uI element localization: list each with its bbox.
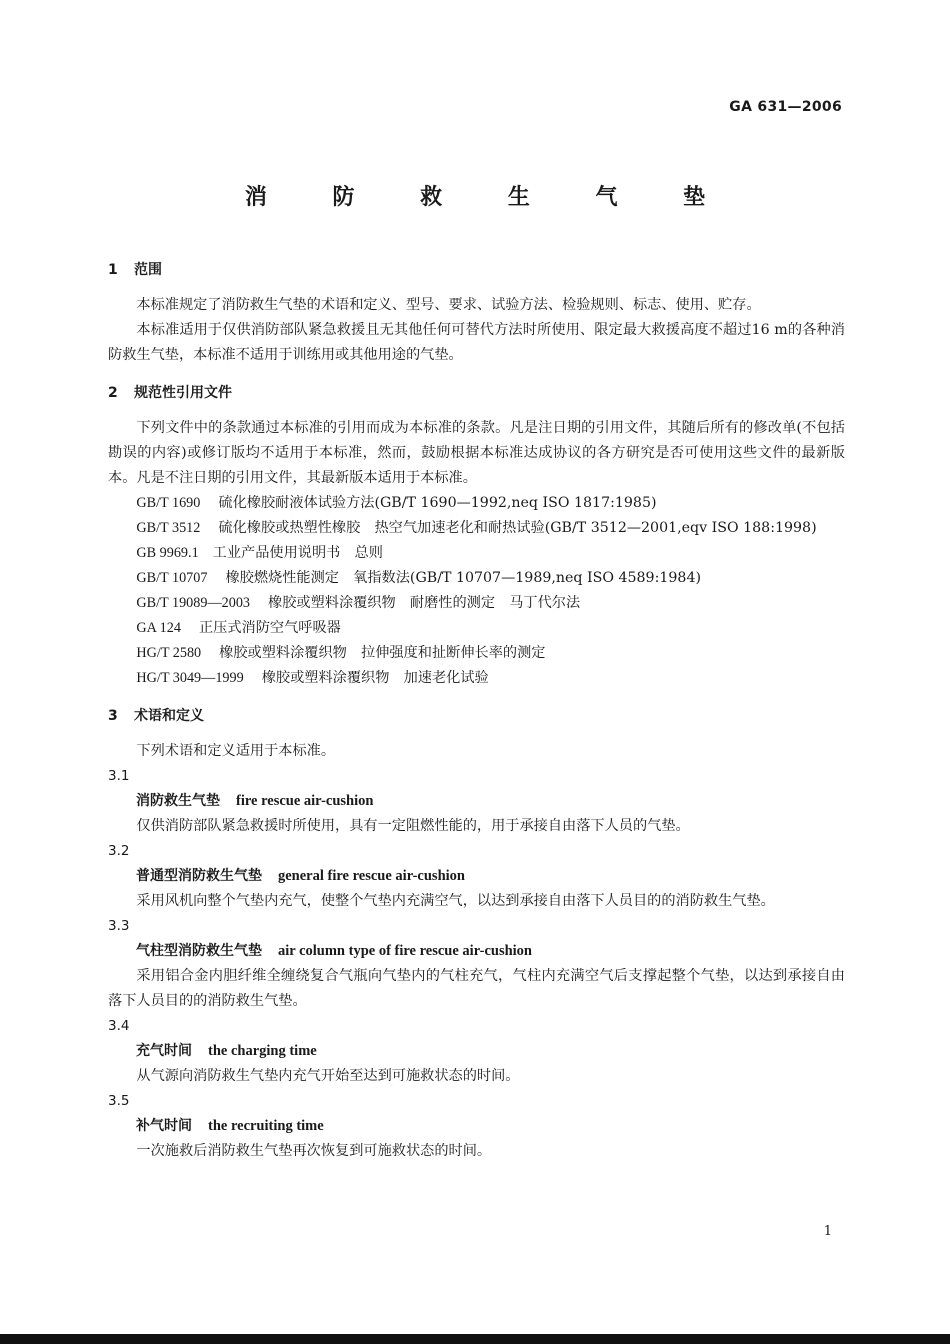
reference-item: GB/T 3512 硫化橡胶或热塑性橡胶 热空气加速老化和耐热试验(GB/T 3512—2001,eqv ISO 188:1998) bbox=[136, 520, 817, 536]
reference-item: HG/T 2580 橡胶或塑料涂覆织物 拉伸强度和扯断伸长率的测定 bbox=[136, 645, 546, 661]
reference-item: GB/T 1690 硫化橡胶耐液体试验方法(GB/T 1690—1992,neq ISO 1817:1985) bbox=[136, 495, 657, 511]
term-definition: 从气源向消防救生气垫内充气开始至达到可施救状态的时间。 bbox=[136, 1068, 520, 1084]
section-2-heading: 2 规范性引用文件 bbox=[108, 385, 232, 401]
section-1-paragraph-1: 本标准规定了消防救生气垫的术语和定义、型号、要求、试验方法、检验规则、标志、使用、贮存。 bbox=[136, 297, 761, 313]
reference-item: GB/T 19089—2003 橡胶或塑料涂覆织物 耐磨性的测定 马丁代尔法 bbox=[136, 595, 581, 611]
term-name: 普通型消防救生气垫 general fire rescue air-cushion bbox=[136, 868, 465, 884]
reference-item: GA 124 正压式消防空气呼吸器 bbox=[136, 620, 341, 636]
bottom-border bbox=[0, 1334, 950, 1344]
document-body bbox=[108, 255, 845, 1164]
reference-item: HG/T 3049—1999 橡胶或塑料涂覆织物 加速老化试验 bbox=[136, 670, 489, 686]
term-number: 3.4 bbox=[108, 1018, 130, 1034]
reference-item: GB/T 10707 橡胶燃烧性能测定 氧指数法(GB/T 10707—1989,neq ISO 4589:1984) bbox=[136, 570, 702, 586]
term-definition: 一次施救后消防救生气垫再次恢复到可施救状态的时间。 bbox=[136, 1143, 492, 1159]
term-definition: 仅供消防部队紧急救援时所使用，具有一定阻燃性能的，用于承接自由落下人员的气垫。 bbox=[136, 818, 690, 834]
term-number: 3.2 bbox=[108, 843, 130, 859]
page-number: 1 bbox=[823, 1224, 832, 1239]
reference-item: GB 9969.1 工业产品使用说明书 总则 bbox=[136, 545, 383, 561]
section-3-intro: 下列术语和定义适用于本标准。 bbox=[136, 743, 336, 759]
term-definition: 采用铝合金内胆纤维全缠绕复合气瓶向气垫内的气柱充气，气柱内充满空气后支撑起整个气垫，以达到承接自由落下人员目的的消防救生气垫。 bbox=[108, 968, 845, 1009]
section-3-heading: 3 术语和定义 bbox=[108, 708, 204, 724]
section-1-paragraph-2: 本标准适用于仅供消防部队紧急救援且无其他任何可替代方法时所使用、限定最大救援高度不超过16 m的各种消防救生气垫，本标准不适用于训练用或其他用途的气垫。 bbox=[108, 322, 845, 363]
standard-code: GA 631—2006 bbox=[729, 99, 842, 115]
term-number: 3.1 bbox=[108, 768, 130, 784]
term-number: 3.5 bbox=[108, 1093, 130, 1109]
term-number: 3.3 bbox=[108, 918, 130, 934]
section-1-heading: 1 范围 bbox=[108, 262, 162, 278]
term-name: 补气时间 the recruiting time bbox=[136, 1118, 324, 1134]
term-name: 气柱型消防救生气垫 air column type of fire rescue air-cushion bbox=[136, 943, 532, 959]
section-2-intro: 下列文件中的条款通过本标准的引用而成为本标准的条款。凡是注日期的引用文件，其随后所有的修改单(不包括勘误的内容)或修订版均不适用于本标准，然而，鼓励根据本标准达成协议的各方研究是否可使用这些文件的最新版本。凡是不注日期的引用文件，其最新版本适用于本标准。 bbox=[108, 420, 845, 486]
term-name: 消防救生气垫 fire rescue air-cushion bbox=[136, 793, 374, 809]
document-title: 消 防 救 生 气 垫 bbox=[244, 185, 735, 210]
term-definition: 采用风机向整个气垫内充气，使整个气垫内充满空气，以达到承接自由落下人员目的的消防救生气垫。 bbox=[136, 893, 775, 909]
term-name: 充气时间 the charging time bbox=[136, 1043, 317, 1059]
